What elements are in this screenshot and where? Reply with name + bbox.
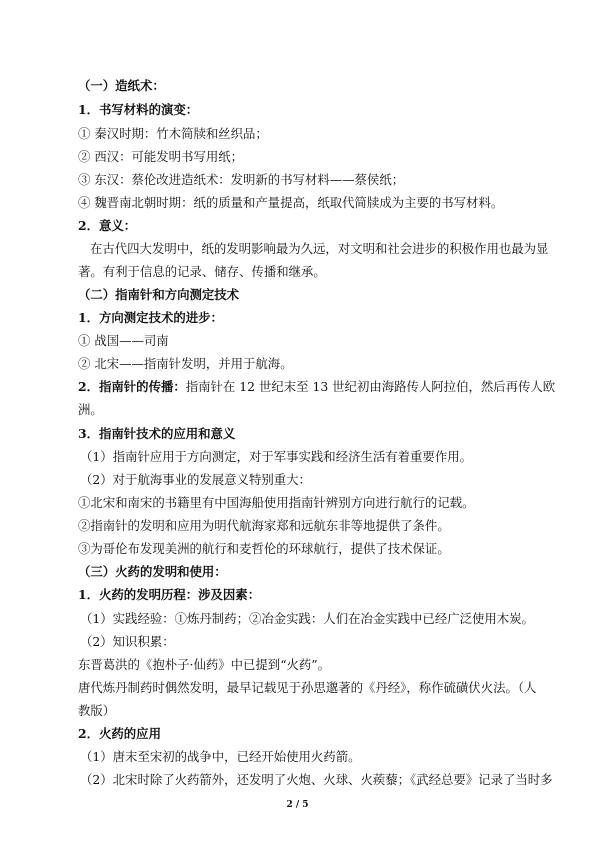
page-number: 2 / 5 [286,800,309,810]
subheading-compass-spread: 2．指南针的传播： [78,379,186,394]
list-item: ② 北宋——指南针发明，并用于航海。 [78,356,293,371]
list-item: （2）知识积累： [80,634,175,649]
paragraph-line [78,379,556,395]
paragraph-line: 唐代炼丹制药时偶然发明，最早记载见于孙思邈著的《丹经》，称作硫磺伏火法。（人 [78,680,537,695]
section-heading-compass: （二）指南针和方向测定技术 [78,287,240,302]
list-item: ③ 东汉：蔡伦改进造纸术：发明新的书写材料——蔡侯纸； [78,172,405,187]
list-item: ① 秦汉时期：竹木简牍和丝织品； [78,126,268,141]
subheading-compass-application: 3．指南针技术的应用和意义 [78,426,236,441]
list-item: ③为哥伦布发现美洲的航行和麦哲伦的环球航行，提供了技术保证。 [78,541,450,556]
list-item: ① 战国——司南 [78,333,169,348]
paragraph-line: 著。有利于信息的记录、储存、传播和继承。 [78,264,326,279]
subheading-gunpowder-application: 2．火药的应用 [78,726,161,741]
list-item: （1）唐末至宋初的战争中，已经开始使用火药箭。 [80,749,361,764]
list-item: （2）对于航海事业的发展意义特别重大： [80,472,311,487]
paragraph-text: 指南针在 12 世纪末至 13 世纪初由海路传人阿拉伯，然后再传人欧 [185,379,556,394]
paragraph-line: 教版） [78,703,116,718]
list-item: （1）实践经验：①炼丹制药；②冶金实践：人们在冶金实践中已经广泛使用木炭。 [80,611,534,626]
list-item: （2）北宋时除了火药箭外，还发明了火炮、火球、火蒺藜；《武经总要》记录了当时多 [80,772,553,787]
subheading-significance: 2．意义： [78,218,137,233]
subheading-direction-tech: 1．方向测定技术的进步： [78,310,223,325]
list-item: ②指南针的发明和应用为明代航海家郑和远航东非等地提供了条件。 [78,518,450,533]
section-heading-papermaking: （一）造纸术： [78,78,165,93]
list-item: ④ 魏晋南北朝时期：纸的质量和产量提高，纸取代简牍成为主要的书写材料。 [78,195,504,210]
paragraph-line: 在古代四大发明中，纸的发明影响最为久远，对文明和社会进步的积极作用也最为显 [90,241,549,256]
paragraph-line: 东晋葛洪的《抱朴子·仙药》中已提到“火药”。 [78,657,331,672]
list-item: ①北宋和南宋的书籍里有中国海船使用指南针辨别方向进行航行的记载。 [78,495,475,510]
list-item: ② 西汉：可能发明书写用纸； [78,149,244,164]
subheading-gunpowder-invention: 1．火药的发明历程：涉及因素： [78,587,261,602]
subheading-writing-materials: 1．书写材料的演变： [78,102,199,117]
section-heading-gunpowder: （三）火药的发明和使用： [78,564,227,579]
list-item: （1）指南针应用于方向测定，对于军事实践和经济生活有着重要作用。 [80,449,472,464]
paragraph-line: 洲。 [78,402,103,417]
